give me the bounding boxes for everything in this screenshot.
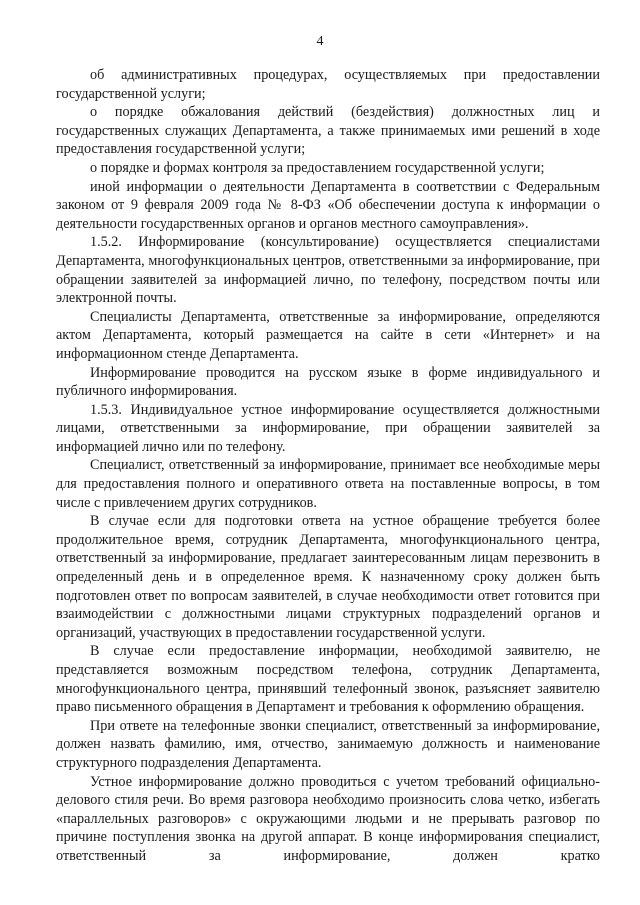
- paragraph-section-1-5-3: 1.5.3. Индивидуальное устное информирование осуществляется должностными лицами, ответственными за информирование, при обращении заявителей за информацией лично или по телефону.: [56, 401, 600, 455]
- paragraph-specialists: Специалисты Департамента, ответственные за информирование, определяются актом Департамента, который размещается на сайте в сети «Интернет» и на информационном стенде Департамента.: [56, 308, 600, 362]
- document-body: [56, 66, 600, 866]
- paragraph-list-item-appeal-procedure: о порядке обжалования действий (бездействия) должностных лиц и государственных служащих Департамента, а также принимаемых ими решений в ходе предоставления государственной услуги;: [56, 104, 600, 158]
- paragraph-written-appeal: В случае если предоставление информации, необходимой заявителю, не представляется возможным посредством телефона, сотрудник Департамента, многофункционального центра, принявший телефонный звонок, разъясняет заявителю право письменного обращения в Департамент и требования к оформлению обращения.: [56, 643, 600, 716]
- page-number: 4: [316, 34, 324, 49]
- paragraph-longer-preparation: В случае если для подготовки ответа на устное обращение требуется более продолжительное время, сотрудник Департамента, многофункционального центра, ответственный за информирование, предлагает заинтересованным лицам перезвонить в определенный день и в определенное время. К назначенному сроку должен быть подготовлен ответ по вопросам заявителей, в случае необходимости ответ готовится при взаимодействии с должностными лицами структурных подразделений органов и организаций, участвующих в предоставлении государственной услуги.: [56, 513, 600, 641]
- paragraph-phone-calls: При ответе на телефонные звонки специалист, ответственный за информирование, должен назвать фамилию, имя, отчество, занимаемую должность и наименование структурного подразделения Департамента.: [56, 717, 600, 771]
- paragraph-specialist-measures: Специалист, ответственный за информирование, принимает все необходимые меры для предоставления полного и оперативного ответа на поставленные вопросы, в том числе с привлечением других сотрудников.: [56, 457, 600, 511]
- paragraph-section-1-5-2: 1.5.2. Информирование (консультирование) осуществляется специалистами Департамента, многофункциональных центров, ответственными за информирование, при обращении заявителей за информацией лично, по телефону, посредством почты или электронной почты.: [56, 234, 600, 307]
- paragraph-oral-informing: Устное информирование должно проводиться с учетом требований официально-делового стиля речи. Во время разговора необходимо произносить слова четко, избегать «параллельных разговоров» с окружающими людьми и не прерывать разговор по причине поступления звонка на другой аппарат. В конце информирования специалист, ответственный за информирование, должен кратко: [56, 773, 600, 864]
- paragraph-language: Информирование проводится на русском языке в форме индивидуального и публичного информирования.: [56, 364, 600, 400]
- paragraph-list-item-other-information: иной информации о деятельности Департамента в соответствии с Федеральным законом от 9 февраля 2009 года № 8-ФЗ «Об обеспечении доступа к информации о деятельности государственных органов и органов местного самоуправления».: [56, 178, 600, 232]
- paragraph-list-item-control-procedure: о порядке и формах контроля за предоставлением государственной услуги;: [90, 159, 545, 176]
- paragraph-list-item-procedures: об административных процедурах, осуществляемых при предоставлении государственной услуги;: [56, 67, 600, 102]
